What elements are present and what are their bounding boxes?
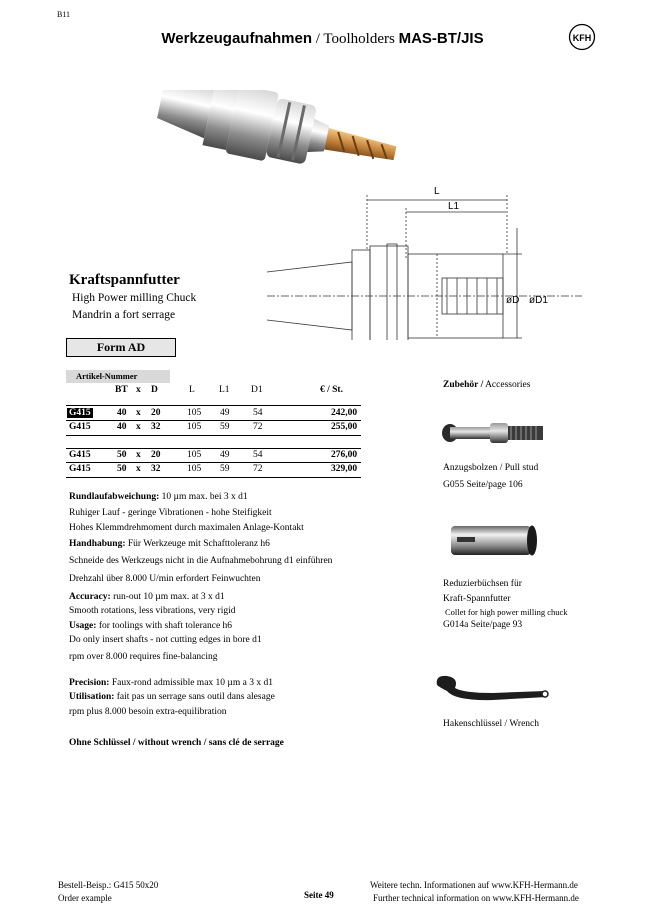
handling-value: Für Werkzeuge mit Schafttoleranz h6: [125, 538, 270, 549]
text-de-block: [69, 490, 332, 587]
table-rule: [66, 477, 361, 478]
text-line: Hohes Klemmdrehmoment durch maximalen Anlage-Kontakt: [69, 523, 304, 533]
table-rule: [66, 462, 361, 463]
row-code: G415: [69, 464, 91, 474]
row-code: G415: [69, 450, 91, 460]
text-line: Do only insert shafts - not cutting edges in bore d1: [69, 634, 262, 645]
collet-sleeve-photo: [449, 523, 539, 558]
text-en-block: [69, 590, 262, 664]
row-l: 105: [187, 464, 202, 474]
precision-label: Precision:: [69, 678, 110, 688]
page-id: B11: [57, 10, 71, 19]
row-d: 20: [151, 450, 161, 460]
row-d1: 72: [253, 464, 263, 474]
order-example-de: Bestell-Beisp.: G415 50x20: [58, 880, 159, 890]
row-d1: 54: [253, 408, 263, 418]
col-l: L: [189, 385, 195, 395]
table-rule: [66, 448, 361, 449]
row-price: 255,00: [331, 422, 358, 432]
accessories-heading-en: Accessories: [483, 380, 531, 390]
row-price: 276,00: [331, 450, 358, 460]
dim-d1: øD1: [529, 295, 548, 306]
row-x: x: [136, 422, 141, 432]
form-badge: Form AD: [66, 338, 176, 357]
col-bt: BT: [115, 385, 128, 395]
row-bt: 50: [117, 464, 127, 474]
table-row: [0, 450, 358, 462]
hook-wrench-photo: [433, 673, 553, 705]
text-line: Ruhiger Lauf - geringe Vibrationen - hohe Steifigkeit: [69, 507, 272, 518]
dim-l: L: [434, 186, 440, 197]
row-l: 105: [187, 408, 202, 418]
info-en: Further technical information on www.KFH-Hermann.de: [373, 893, 579, 903]
row-d1: 54: [253, 450, 263, 460]
usage-label: Usage:: [69, 620, 97, 631]
title-en: Toolholders: [323, 31, 395, 47]
sleeves-line-2: Kraft-Spannfutter: [443, 594, 511, 604]
table-row: [0, 408, 358, 420]
table-row: [0, 464, 358, 476]
row-price: 242,00: [331, 408, 358, 418]
row-bt: 50: [117, 450, 127, 460]
no-wrench-note: Ohne Schlüssel / without wrench / sans clé de serrage: [69, 738, 284, 748]
col-d1: D1: [251, 385, 263, 395]
row-d1: 72: [253, 422, 263, 432]
title-sep: /: [311, 31, 324, 47]
runout-value: 10 µm max. bei 3 x d1: [159, 492, 248, 502]
wrench-name: Hakenschlüssel / Wrench: [443, 719, 539, 729]
product-name-fr: Mandrin a fort serrage: [72, 309, 176, 321]
logo-text: KFH: [572, 33, 592, 43]
dim-l1: L1: [448, 201, 460, 212]
row-l: 105: [187, 450, 202, 460]
row-price: 329,00: [331, 464, 358, 474]
info-de: Weitere techn. Informationen auf www.KFH-Hermann.de: [370, 880, 578, 890]
product-name-en: High Power milling Chuck: [72, 292, 197, 304]
title-de: Werkzeugaufnahmen: [161, 30, 312, 47]
row-x: x: [136, 408, 141, 418]
sleeves-line-1: Reduzierbüchsen für: [443, 579, 522, 589]
col-l1: L1: [219, 385, 230, 395]
row-x: x: [136, 450, 141, 460]
row-bt: 40: [117, 408, 127, 418]
row-d: 32: [151, 422, 161, 432]
runout-label: Rundlaufabweichung:: [69, 492, 160, 502]
sleeves-line-3: Collet for high power milling chuck: [445, 607, 568, 617]
technical-drawing: [262, 180, 592, 340]
pull-stud-ref: G055 Seite/page 106: [443, 480, 523, 490]
row-code: G415: [69, 422, 91, 432]
col-price: € / St.: [320, 385, 343, 395]
col-x: x: [136, 385, 141, 395]
table-rule: [66, 420, 361, 421]
text-line: rpm over 8.000 requires fine-balancing: [69, 652, 218, 663]
row-bt: 40: [117, 422, 127, 432]
text-fr-block: [69, 676, 275, 719]
text-line: Drehzahl über 8.000 U/min erfordert Feinwuchten: [69, 573, 261, 584]
row-l1: 59: [220, 464, 230, 474]
accuracy-value: run-out 10 µm max. at 3 x d1: [110, 592, 225, 602]
sleeves-ref: G014a Seite/page 93: [443, 620, 523, 630]
accessories-heading: [443, 380, 530, 390]
text-line: Smooth rotations, less vibrations, very rigid: [69, 606, 236, 617]
utilisation-label: Utilisation:: [69, 692, 115, 703]
col-d: D: [151, 385, 158, 395]
row-l1: 49: [220, 408, 230, 418]
accuracy-label: Accuracy:: [69, 592, 111, 602]
table-rule: [66, 435, 361, 436]
row-d: 20: [151, 408, 161, 418]
precision-value: Faux-rond admissible max 10 µm a 3 x d1: [109, 678, 273, 688]
pull-stud-photo: [441, 418, 546, 448]
page-title: [0, 30, 645, 48]
table-rule: [66, 405, 361, 406]
row-d: 32: [151, 464, 161, 474]
usage-value: for toolings with shaft tolerance h6: [96, 620, 233, 631]
handling-label: Handhabung:: [69, 538, 126, 549]
dim-d: øD: [506, 295, 520, 306]
title-type: MAS-BT/JIS: [398, 30, 484, 47]
utilisation-value: fait pas un serrage sans outil dans alesage: [114, 692, 275, 703]
text-line: rpm plus 8.000 besoin extra-equilibration: [69, 706, 227, 717]
row-l1: 59: [220, 422, 230, 432]
accessories-heading-de: Zubehör /: [443, 380, 484, 390]
row-code: G415: [69, 408, 91, 418]
order-example-en: Order example: [58, 893, 112, 903]
page-number: Seite 49: [304, 890, 334, 900]
text-line: Schneide des Werkzeugs nicht in die Aufnahmebohrung d1 einführen: [69, 556, 333, 566]
kfh-logo: [568, 23, 596, 51]
article-number-header: Artikel-Nummer: [66, 370, 170, 383]
table-row: [0, 422, 358, 434]
row-x: x: [136, 464, 141, 474]
row-l1: 49: [220, 450, 230, 460]
pull-stud-name: Anzugsbolzen / Pull stud: [443, 463, 539, 473]
row-l: 105: [187, 422, 202, 432]
product-name: Kraftspannfutter: [69, 272, 180, 288]
